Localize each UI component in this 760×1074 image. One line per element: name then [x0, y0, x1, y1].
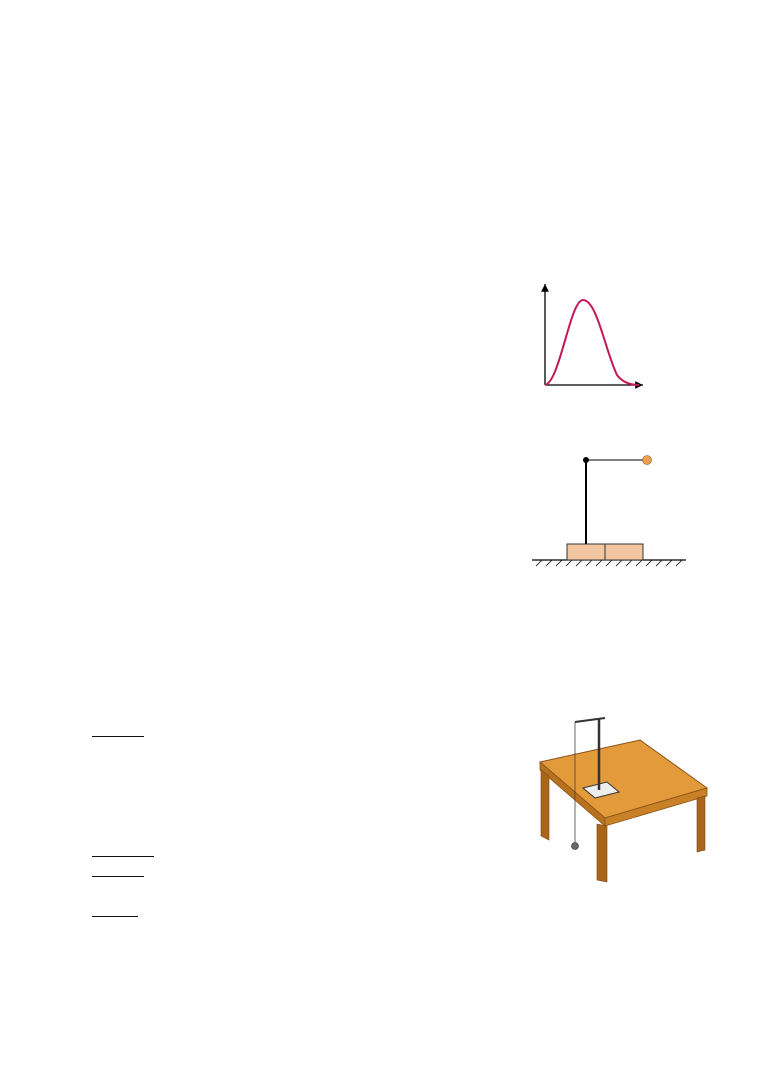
q10-force-curve	[545, 300, 639, 385]
q12-table-leg-left	[541, 770, 549, 840]
q11-block-b	[605, 544, 643, 560]
q12-sub2-line-3	[92, 860, 144, 882]
q12-pendulum-bob	[572, 843, 579, 850]
q12-pendulum-stand-figure	[535, 700, 710, 890]
q11-block-a	[567, 544, 605, 560]
q12-sub2-line-5	[92, 900, 138, 922]
q12-stand-arm	[575, 718, 605, 722]
q12-table-leg-right	[697, 796, 705, 852]
q12-diameter-blank[interactable]	[92, 842, 154, 857]
q12-table-top	[540, 740, 707, 818]
q11-ball-c	[643, 456, 652, 465]
q11-pendulum-figure	[530, 452, 690, 567]
q11-ground-hatching	[536, 560, 682, 566]
q12-length-blank[interactable]	[92, 862, 144, 877]
q12-sub1	[92, 720, 144, 742]
q12-time-blank[interactable]	[92, 902, 138, 917]
q12-sub1-answer-blank[interactable]	[92, 722, 144, 737]
q12-table-leg-front	[597, 824, 607, 882]
q12-sub2-line-2	[92, 840, 154, 862]
q10-force-time-graph	[525, 270, 685, 410]
